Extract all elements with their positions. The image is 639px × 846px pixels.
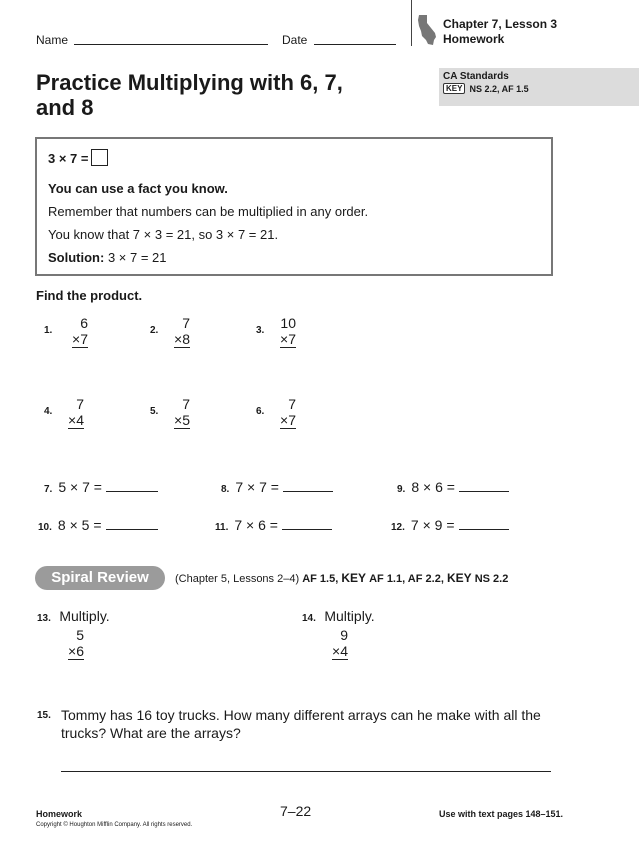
problem-number: 2. [150, 325, 159, 336]
header-divider [411, 0, 412, 46]
example-heading: You can use a fact you know. [48, 181, 228, 196]
spiral-key-1: KEY [341, 571, 367, 585]
review-vertical-13[interactable] [48, 627, 84, 660]
problem-expression: 5 × 7 = [58, 479, 102, 495]
page-number: 7–22 [280, 803, 312, 819]
spiral-review-badge: Spiral Review [35, 566, 165, 590]
standards-heading: CA Standards [443, 71, 509, 82]
horizontal-problem-12 [391, 517, 509, 533]
review-instruction: Multiply. [324, 608, 375, 624]
spiral-chapter-ref: (Chapter 5, Lessons 2–4) [175, 573, 300, 585]
vertical-problem-2[interactable] [154, 315, 190, 348]
problem-bottom-number: ×7 [280, 412, 296, 428]
instructions: Find the product. [36, 288, 143, 303]
answer-line[interactable] [61, 771, 551, 772]
problem-expression: 7 × 9 = [410, 517, 455, 533]
horizontal-problem-10 [38, 517, 158, 533]
problem-number: 10. [38, 522, 52, 533]
problem-bottom-number: ×4 [332, 643, 348, 659]
answer-blank[interactable] [459, 517, 509, 530]
problem-number: 13. [37, 613, 51, 624]
problem-number: 6. [256, 406, 265, 417]
review-problem-14 [302, 607, 375, 626]
problem-number: 9. [397, 484, 406, 495]
horizontal-problem-9 [397, 479, 509, 495]
page-title [36, 70, 396, 120]
horizontal-problem-8 [221, 479, 333, 495]
problem-top-number: 5 [76, 627, 84, 643]
problem-number: 5. [150, 406, 159, 417]
standards-codes: NS 2.2, AF 1.5 [469, 83, 529, 94]
example-box [35, 137, 553, 276]
solution-label: Solution: [48, 250, 105, 265]
spiral-std-3: NS 2.2 [474, 573, 509, 585]
problem-number: 3. [256, 325, 265, 336]
date-field[interactable] [314, 44, 396, 45]
footer-homework: Homework [36, 809, 83, 819]
spiral-key-2: KEY [446, 571, 472, 585]
answer-blank[interactable] [106, 517, 158, 530]
spiral-review-standards [175, 571, 508, 585]
problem-number: 12. [391, 522, 405, 533]
problem-number: 1. [44, 325, 53, 336]
problem-number: 7. [44, 484, 53, 495]
problem-expression: 8 × 5 = [57, 517, 102, 533]
example-equation: 3 × 7 = [48, 151, 89, 166]
problem-bottom-number: ×4 [68, 412, 84, 428]
example-line-1: Remember that numbers can be multiplied in any order. [48, 204, 369, 219]
date-label: Date [282, 33, 308, 47]
problem-top-number: 7 [288, 396, 296, 412]
example-line-2: You know that 7 × 3 = 21, so 3 × 7 = 21. [48, 227, 279, 242]
answer-blank[interactable] [283, 479, 333, 492]
problem-top-number: 7 [182, 396, 190, 412]
problem-top-number: 9 [340, 627, 348, 643]
chapter-lesson: Chapter 7, Lesson 3 [443, 17, 558, 31]
california-state-icon [417, 14, 439, 46]
problem-expression: 8 × 6 = [411, 479, 455, 495]
copyright: Copyright © Houghton Mifflin Company. All rights reserved. [36, 822, 193, 828]
word-problem-line-1: Tommy has 16 toy trucks. How many different arrays can he make with all the [61, 707, 541, 723]
homework-label: Homework [443, 32, 505, 46]
footer-text-pages: Use with text pages 148–151. [439, 809, 564, 819]
example-equation-line [48, 149, 108, 166]
vertical-problem-6[interactable] [260, 396, 296, 429]
problem-number: 11. [215, 522, 229, 533]
name-label: Name [36, 33, 69, 47]
answer-blank[interactable] [282, 517, 332, 530]
vertical-problem-3[interactable] [260, 315, 296, 348]
problem-top-number: 7 [182, 315, 190, 331]
word-problem-text [61, 706, 561, 742]
problem-bottom-number: ×5 [174, 412, 190, 428]
standards-codes-line [443, 83, 529, 94]
problem-number: 8. [221, 484, 230, 495]
page-title-line-2: and 8 [36, 95, 94, 120]
standards-box [439, 68, 639, 106]
review-vertical-14[interactable] [312, 627, 348, 660]
spiral-std-1: AF 1.5, [302, 573, 339, 585]
problem-top-number: 7 [76, 396, 84, 412]
problem-top-number: 10 [280, 315, 296, 331]
spiral-std-2: AF 1.1, AF 2.2, [369, 573, 444, 585]
key-badge: KEY [443, 83, 465, 94]
solution-value: 3 × 7 = 21 [107, 250, 167, 265]
page-title-line-1: Practice Multiplying with 6, 7, [36, 70, 343, 95]
horizontal-problem-11 [215, 517, 332, 533]
word-problem-line-2: trucks? What are the arrays? [61, 725, 241, 741]
answer-blank[interactable] [106, 479, 158, 492]
review-instruction: Multiply. [59, 608, 110, 624]
problem-number: 15. [37, 710, 51, 721]
problem-expression: 7 × 7 = [235, 479, 279, 495]
problem-bottom-number: ×8 [174, 331, 190, 347]
problem-top-number: 6 [80, 315, 88, 331]
vertical-problem-1[interactable] [52, 315, 88, 348]
vertical-problem-4[interactable] [48, 396, 84, 429]
problem-bottom-number: ×7 [72, 331, 88, 347]
problem-bottom-number: ×7 [280, 331, 296, 347]
vertical-problem-5[interactable] [154, 396, 190, 429]
problem-bottom-number: ×6 [68, 643, 84, 659]
name-field[interactable] [74, 44, 268, 45]
answer-box [91, 149, 108, 166]
horizontal-problem-7 [44, 479, 158, 495]
problem-number: 14. [302, 613, 316, 624]
problem-number: 4. [44, 406, 53, 417]
answer-blank[interactable] [459, 479, 509, 492]
example-solution [48, 250, 167, 265]
review-problem-13 [37, 607, 110, 626]
problem-expression: 7 × 6 = [234, 517, 278, 533]
